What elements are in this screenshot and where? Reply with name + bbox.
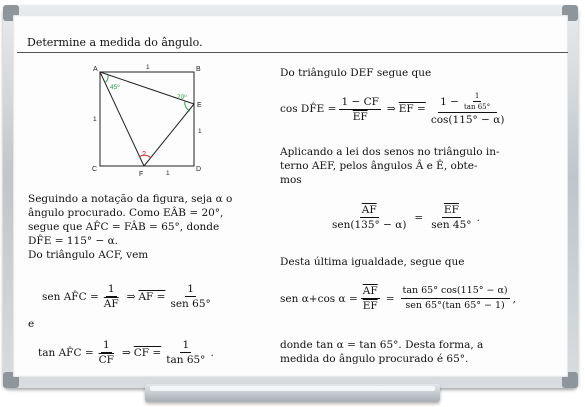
- marker-tray-lip: [150, 386, 435, 391]
- eq-lhs: tan AF̂C =: [38, 346, 94, 359]
- vertex-label-c: C: [92, 166, 98, 173]
- fraction: [429, 204, 473, 231]
- side-label-bottom: 1: [166, 170, 170, 177]
- title-rule: [17, 52, 568, 53]
- eq-lhs: sen α+cos α =: [280, 292, 358, 305]
- denominator: CF: [98, 354, 114, 366]
- inner-numerator: 1: [474, 92, 480, 100]
- implies-symbol: ⇒: [126, 290, 136, 303]
- numerator-text: 1 −: [440, 95, 459, 108]
- denominator: cos(115° − α): [430, 114, 505, 126]
- right-paragraph-line-6: donde tan α = tan 65°. Desta forma, a: [280, 339, 484, 351]
- left-equation-sine: [42, 283, 216, 310]
- left-paragraph-line-5: Do triângulo ACF, vem: [28, 249, 149, 261]
- left-paragraph-line-2: ângulo procurado. Como EÂB = 20°,: [28, 207, 224, 219]
- denominator: EF: [362, 300, 378, 312]
- numerator: 1: [102, 339, 110, 351]
- vertex-label-f: F: [139, 171, 144, 178]
- numerator: $\overline{AF}$: [362, 285, 378, 297]
- denominator: EF: [352, 110, 368, 123]
- angle-mark-a: [105, 75, 108, 83]
- right-equation-sum: [280, 285, 516, 312]
- eq-mid: AF =: [138, 290, 166, 303]
- left-equation-tangent: [38, 339, 214, 366]
- fraction: [361, 285, 380, 312]
- fraction: [330, 204, 408, 231]
- eq-mid: EF =: [398, 103, 426, 115]
- numerator: 1: [107, 283, 115, 295]
- numerator: 1: [182, 339, 190, 351]
- vertex-label-a: A: [93, 66, 98, 73]
- eq-end: .: [210, 346, 214, 359]
- numerator: 1 − CF: [341, 95, 379, 108]
- inner-fraction: [462, 92, 492, 111]
- angle-label-45: 45º: [110, 84, 120, 91]
- denominator: sen(135° − α): [332, 219, 407, 231]
- equals-symbol: =: [414, 211, 424, 224]
- segment-ef: [144, 104, 194, 166]
- fraction: [102, 283, 121, 310]
- denominator: sen 65°: [170, 298, 211, 310]
- denominator: AF: [103, 298, 119, 310]
- fraction: [339, 96, 380, 123]
- left-paragraph-line-1: Seguindo a notação da figura, seja α o: [28, 193, 233, 205]
- fraction: [97, 339, 116, 366]
- numerator: tan 65° cos(115° − α): [401, 285, 510, 299]
- vertex-label-b: B: [196, 66, 201, 73]
- fraction: [168, 283, 212, 310]
- angle-label-70: 70º: [177, 94, 187, 101]
- segment-af: [100, 72, 144, 166]
- eq-end: ,: [512, 292, 516, 305]
- vertex-label-e: E: [197, 102, 202, 109]
- inner-denominator: tan 65°: [463, 103, 491, 111]
- unknown-angle-label: ?: [142, 151, 146, 158]
- fraction: [429, 92, 507, 126]
- right-paragraph-line-5: Desta última igualdade, segue que: [280, 256, 465, 268]
- equals-symbol: =: [385, 292, 395, 305]
- vertex-label-d: D: [196, 166, 202, 173]
- denominator: sen 45°: [431, 219, 472, 231]
- implies-symbol: ⇒: [386, 103, 396, 115]
- right-paragraph-line-1: Do triângulo DEF segue que: [280, 67, 432, 79]
- right-equation-law-of-sines: [327, 204, 480, 231]
- left-paragraph-line-3: segue que AF̂C = FÂB = 65°, donde: [28, 221, 220, 233]
- geometry-figure: [84, 60, 214, 178]
- numerator: [438, 92, 497, 113]
- side-label-top: 1: [146, 64, 150, 71]
- right-paragraph-line-7: medida do ângulo procurado é 65°.: [280, 353, 469, 365]
- side-label-right: 1: [198, 128, 202, 135]
- numerator: $\overline{AF}$: [361, 204, 377, 216]
- eq-lhs: sen AF̂C =: [42, 290, 99, 303]
- numerator: 1: [187, 283, 194, 295]
- side-label-left: 1: [93, 116, 97, 123]
- fraction: [164, 339, 207, 366]
- right-equation-cosine: [280, 92, 509, 126]
- eq-mid: CF =: [133, 346, 162, 359]
- conjunction-e: e: [28, 318, 35, 330]
- right-paragraph-line-3: terno AEF, pelos ângulos Â e Ê, obte-: [280, 160, 478, 172]
- numerator: $\overline{EF}$: [443, 204, 459, 216]
- right-paragraph-line-2: Aplicando a lei dos senos no triângulo in-: [280, 146, 500, 158]
- eq-lhs: cos DF̂E =: [280, 103, 337, 115]
- eq-end: .: [476, 211, 480, 224]
- fraction: [401, 285, 510, 312]
- denominator: tan 65°: [166, 354, 206, 366]
- left-paragraph-line-4: DF̂E = 115° − α.: [28, 235, 119, 247]
- denominator: sen 65°(tan 65° − 1): [405, 300, 505, 311]
- right-paragraph-line-4: mos: [280, 174, 302, 186]
- problem-title: Determine a medida do ângulo.: [27, 36, 203, 49]
- implies-symbol: ⇒: [121, 346, 131, 359]
